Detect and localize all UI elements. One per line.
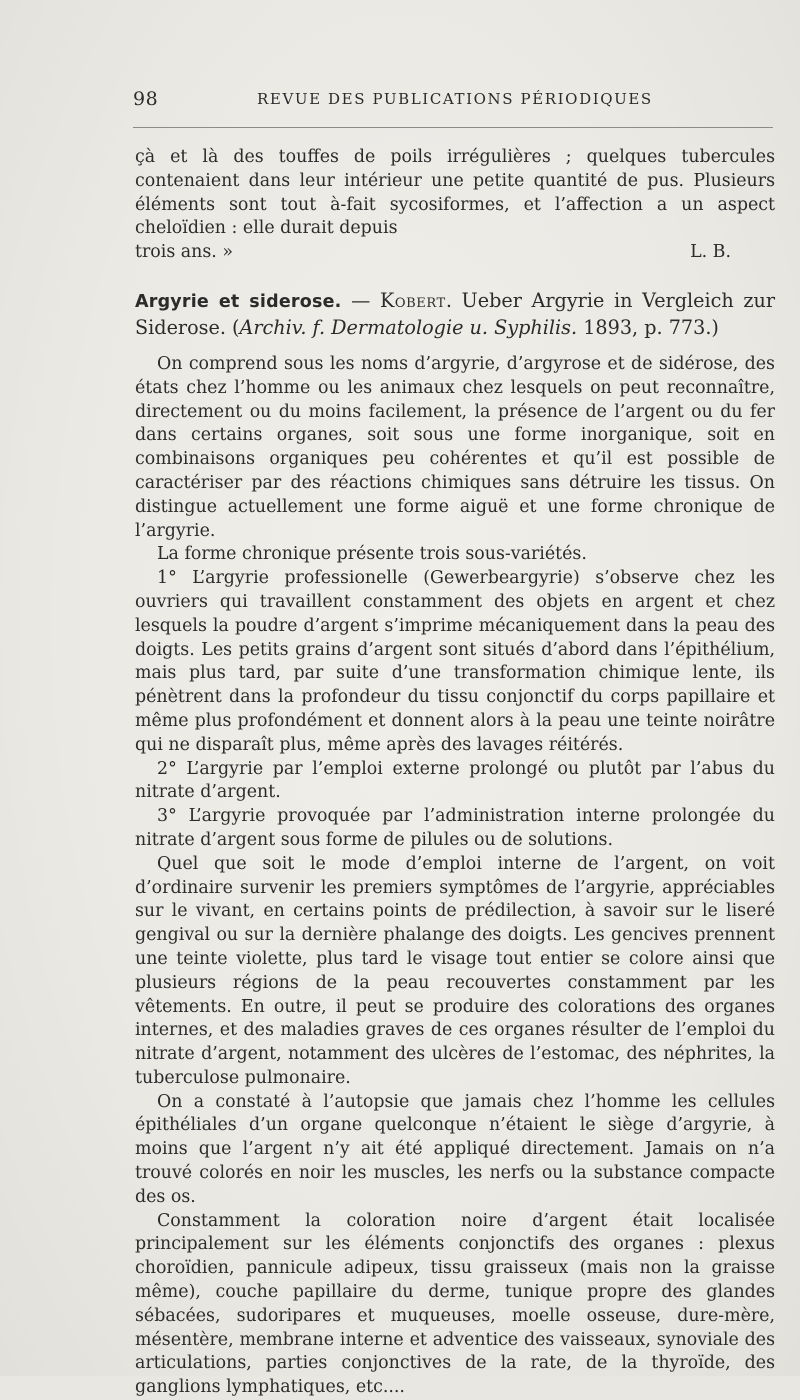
previous-article-signoff <box>135 241 775 265</box>
paragraph: La forme chronique présente trois sous-variétés. <box>157 544 587 565</box>
previous-article-last-line: trois ans. » <box>135 242 233 263</box>
article-title <box>135 288 775 341</box>
reviewer-initials: L. B. <box>690 242 731 263</box>
paragraph: Constamment la coloration noire d’argent était localisée principalement sur les éléments conjonctifs des organes : plexus choroïdien, pannicule adipeux, tissu graisseux (mais non la graisse même), couche papillaire du derme, tunique propre des glandes sébacées, sudoripares et muqueuses, moelle osseuse, dure-mère, mésentère, membrane interne et adventice des vaisseaux, synoviale des articulations, parties conjonctives de la rate, de la thyroïde, des ganglions lymphatiques, etc.... <box>135 1210 775 1398</box>
title-dash: — <box>341 288 380 312</box>
journal-name: Archiv. f. Dermatologie u. Syphilis. <box>239 315 578 339</box>
body-text <box>135 146 775 1400</box>
running-title: REVUE DES PUBLICATIONS PÉRIODIQUES <box>257 90 653 108</box>
paragraph: 2° L’argyrie par l’emploi externe prolongé ou plutôt par l’abus du nitrate d’argent. <box>135 758 775 803</box>
page-header <box>133 88 773 112</box>
paragraph: 3° L’argyrie provoquée par l’administration interne prolongée du nitrate d’argent sous forme de pilules ou de solutions. <box>135 806 775 850</box>
paragraph: 1° L’argyrie professionelle (Gewerbeargyrie) s’observe chez les ouvriers qui travaillent constamment des objets en argent et chez lesquels la poudre d’argent s’imprime mécaniquement dans la peau des doigts. Les petits grains d’argent sont situés d’abord dans l’épithélium, mais plus tard, par suite d’une transformation chimique lente, ils pénètrent dans la profondeur du tissu conjonctif du corps papillaire et même plus profondément et donnent alors à la peau une teinte noirâtre qui ne disparaît plus, même après des lavages réitérés. <box>135 568 775 755</box>
paragraph: On a constaté à l’autopsie que jamais chez l’homme les cellules épithéliales d’un organe quelconque n’étaient le siège d’argyrie, à moins que l’argent n’y ait été appliqué directement. Jamais on n’a trouvé colorés en noir les muscles, les nerfs ou la substance compacte des os. <box>135 1091 775 1207</box>
paragraph: On comprend sous les noms d’argyrie, d’argyrose et de sidérose, des états chez l’homme ou les animaux chez lesquels on peut reconnaître, directement ou du moins facilement, la présence de l’argent ou du fer dans certains organes, soit sous une forme inorganique, soit en combinaisons organiques peu cohérentes et qu’il est possible de caractériser par des réactions chimiques sans détruire les tissus. On distingue actuellement une forme aiguë et une forme chronique de l’argyrie. <box>135 353 775 541</box>
header-rule <box>133 127 773 128</box>
paragraph: Quel que soit le mode d’emploi interne de l’argent, on voit d’ordinaire survenir les premiers symptômes de l’argyrie, appréciables sur le vivant, en certains points de prédilection, à savoir sur le liseré gengival ou sur la dernière phalange des doigts. Les gencives prennent une teinte violette, plus tard le visage tout entier se colore ainsi que plusieurs régions de la peau recouvertes constamment par les vêtements. En outre, il peut se produire des colorations des organes internes, et des maladies graves de ces organes résulter de l’emploi du nitrate d’argent, notamment des ulcères de l’estomac, des néphrites, la tuberculose pulmonaire. <box>135 853 775 1088</box>
article-title-rest: . Ueber Argyrie in Vergleich zur Siderose. ( <box>135 288 775 339</box>
previous-article-closing: çà et là des touffes de poils irrégulières ; quelques tubercules contenaient dans leur intérieur une petite quantité de pus. Plusieurs éléments sont tout à-fait sycosiformes, et l’affection a un aspect cheloïdien : elle durait depuis <box>135 147 775 239</box>
article-title-bold: Argyrie et siderose. <box>135 291 342 312</box>
page-number: 98 <box>133 88 159 110</box>
article-author: Kobert <box>379 288 446 312</box>
article-citation: 1893, p. 773.) <box>577 315 719 339</box>
